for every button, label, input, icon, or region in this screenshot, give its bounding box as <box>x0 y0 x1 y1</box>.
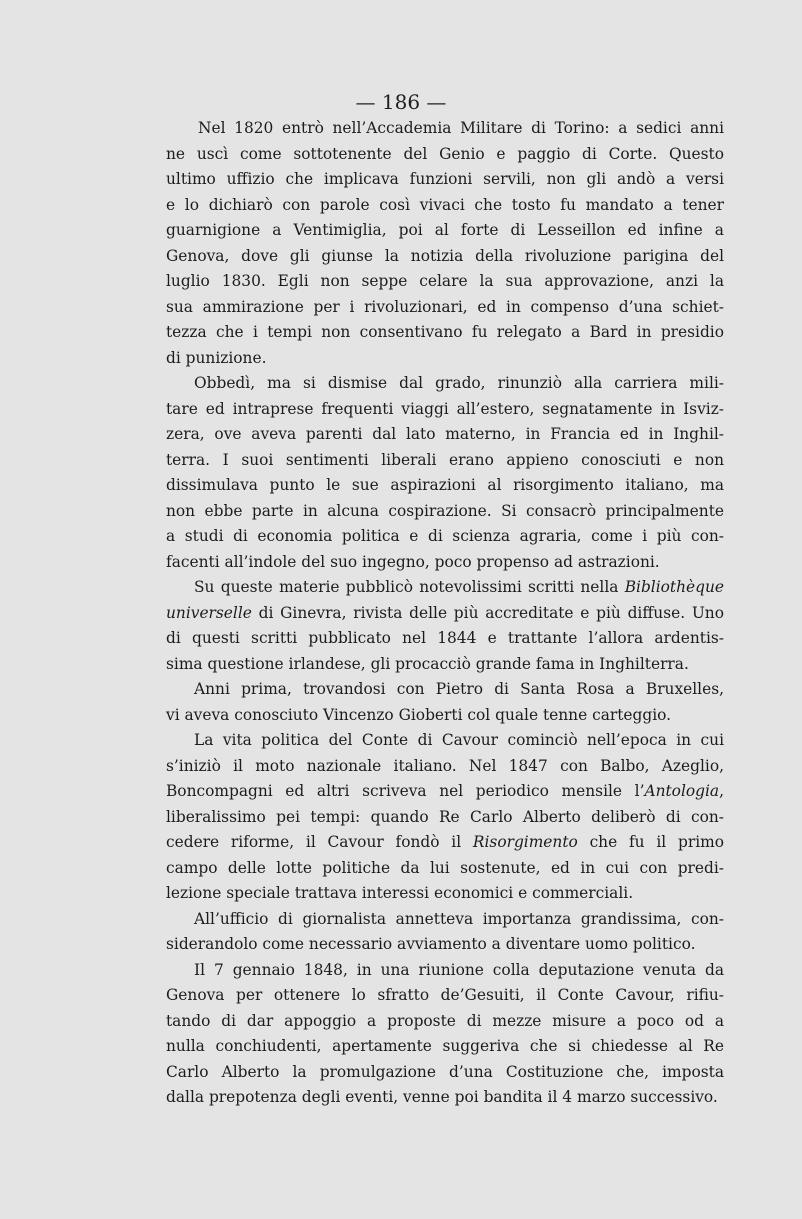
text-line: ne uscì come sottotenente del Genio e paggio di Corte. Questo <box>166 144 724 163</box>
text-line: di punizione. <box>166 348 267 367</box>
text-line: facenti all’indole del suo ingegno, poco propenso ad astrazioni. <box>166 552 660 571</box>
text-line: liberalissimo pei tempi: quando Re Carlo Alberto deliberò di con- <box>166 807 724 826</box>
text-line <box>166 601 724 627</box>
text-line: dissimulava punto le sue aspirazioni al risorgimento italiano, ma <box>166 476 724 494</box>
periodical-title-antologia: Antologia <box>644 782 720 800</box>
text-line: sua ammirazione per i rivoluzionari, ed in compenso d’una schiet- <box>166 297 724 316</box>
text-line: La vita politica del Conte di Cavour cominciò nell’epoca in cui <box>194 731 724 749</box>
text-line: Genova, dove gli giunse la notizia della rivoluzione parigina del <box>166 246 724 265</box>
text-line <box>166 779 724 805</box>
page-number: — 186 — <box>355 90 447 114</box>
text-line: dalla prepotenza degli eventi, venne poi bandita il 4 marzo successivo. <box>166 1088 718 1106</box>
text-line: terra. I suoi sentimenti liberali erano appieno conosciuti e non <box>166 450 724 469</box>
text-line: s’iniziò il moto nazionale italiano. Nel 1847 con Balbo, Azeglio, <box>166 756 724 775</box>
text-line: guarnigione a Ventimiglia, poi al forte di Lesseillon ed infine a <box>166 221 724 239</box>
text-run: , <box>719 782 724 800</box>
text-line: zera, ove aveva parenti dal lato materno, in Francia ed in Inghil- <box>166 425 724 443</box>
text-line: Il 7 gennaio 1848, in una riunione colla deputazione venuta da <box>194 960 724 979</box>
text-line: e lo dichiarò con parole così vivaci che tosto fu mandato a tener <box>166 195 724 214</box>
text-line: vi aveva conosciuto Vincenzo Gioberti col quale tenne carteggio. <box>166 705 672 724</box>
text-run: che fu il primo <box>577 833 724 851</box>
text-line: Anni prima, trovandosi con Pietro di Santa Rosa a Bruxelles, <box>194 680 724 698</box>
text-run: Su queste materie pubblicò notevolissimi scritti nella <box>194 578 625 596</box>
text-line: non ebbe parte in alcuna cospirazione. Si consacrò principalmente <box>166 501 724 520</box>
text-line: Nel 1820 entrò nell’Accademia Militare di Torino: a sedici anni <box>198 119 724 137</box>
text-line: Carlo Alberto la promulgazione d’una Costituzione che, imposta <box>166 1062 724 1081</box>
newspaper-title-risorgimento: Risorgimento <box>472 833 578 851</box>
text-line: All’ufficio di giornalista annetteva importanza grandissima, con- <box>194 909 724 928</box>
text-line: luglio 1830. Egli non seppe celare la sua approvazione, anzi la <box>166 272 724 290</box>
text-line: lezione speciale trattava interessi economici e commerciali. <box>166 884 634 902</box>
book-title-universelle: universelle <box>166 603 252 622</box>
text-line: Obbedì, ma si dismise dal grado, rinunziò alla carriera mili- <box>194 374 724 392</box>
text-run: di Ginevra, rivista delle più accreditate e più diffuse. Uno <box>251 603 724 622</box>
text-line: siderandolo come necessario avviamento a diventare uomo politico. <box>166 935 696 953</box>
book-title-bibliotheque: Bibliothèque <box>624 578 724 596</box>
text-line: sima questione irlandese, gli procacciò grande fama in Inghilterra. <box>166 654 689 673</box>
text-line: tezza che i tempi non consentivano fu relegato a Bard in presidio <box>166 323 724 341</box>
text-line: tare ed intraprese frequenti viaggi all’estero, segnatamente in Isviz- <box>166 399 724 418</box>
text-line: di questi scritti pubblicato nel 1844 e trattante l’allora ardentis- <box>166 629 724 647</box>
body-text <box>166 116 724 1111</box>
text-line <box>166 575 724 601</box>
text-line: Genova per ottenere lo sfratto de’Gesuiti, il Conte Cavour, rifiu- <box>166 986 724 1004</box>
text-line <box>166 830 724 856</box>
text-line: ultimo uffizio che implicava funzioni servili, non gli andò a versi <box>166 170 724 188</box>
text-run: Boncompagni ed altri scriveva nel periodico mensile l’ <box>166 782 645 800</box>
text-line: tando di dar appoggio a proposte di mezze misure a poco od a <box>166 1011 724 1030</box>
text-run: cedere riforme, il Cavour fondò il <box>166 833 473 851</box>
text-line: nulla conchiudenti, apertamente suggeriva che si chiedesse al Re <box>166 1037 724 1055</box>
text-line: a studi di economia politica e di scienza agraria, come i più con- <box>166 527 724 545</box>
text-line: campo delle lotte politiche da lui sostenute, ed in cui con predi- <box>166 858 724 877</box>
